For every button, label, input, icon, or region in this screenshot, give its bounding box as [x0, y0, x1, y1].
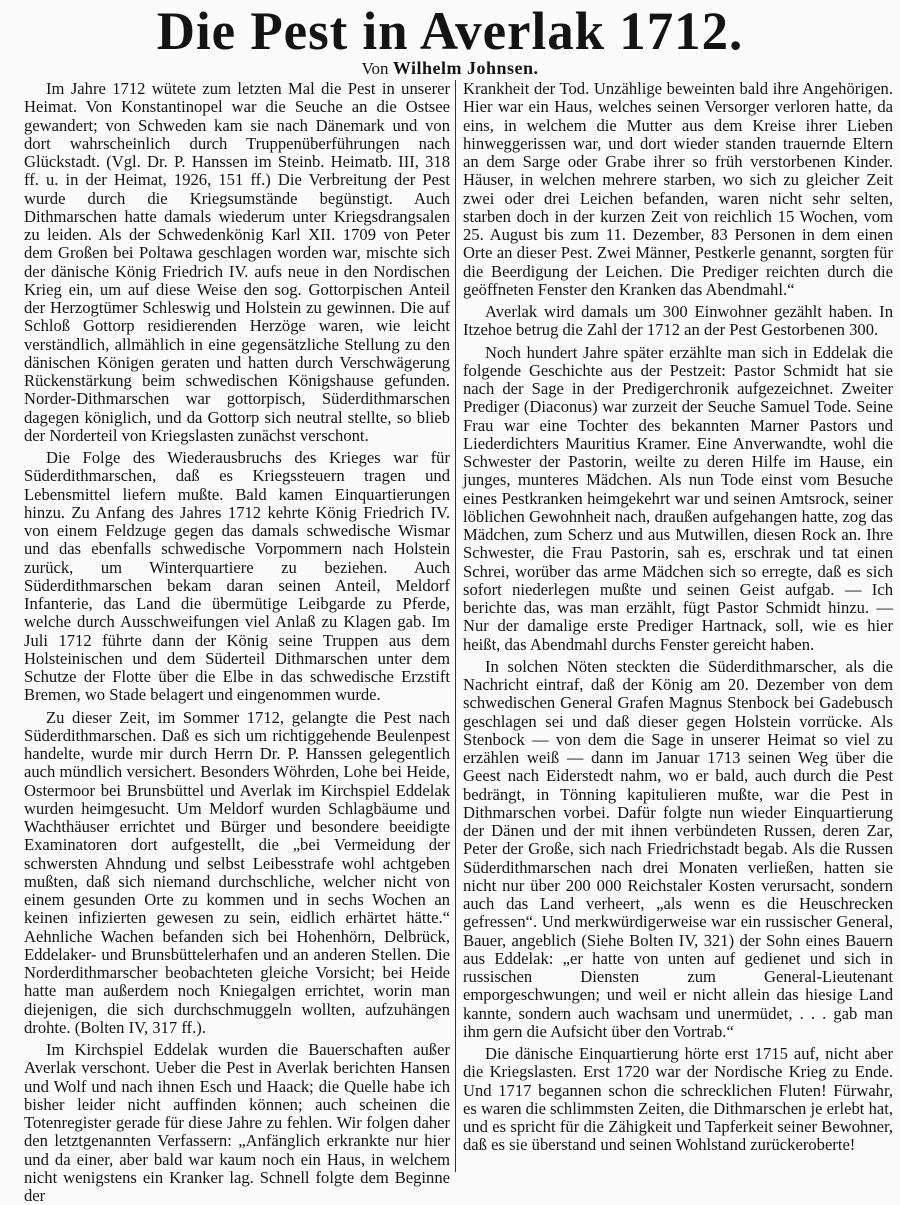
paragraph: In solchen Nöten steckten die Süderdithmarscher, als die Nachricht eintraf, daß der König am 20. Dezember von dem schwedischen General Grafen Magnus Stenbock bei Gadebusch geschlagen sei und daß dieser gegen Holstein vorrücke. Als Stenbock — von dem die Sage in unserer Heimat so viel zu erzählen weiß — dann im Januar 1713 seinen Weg über die Geest nach Eiderstedt nahm, wo er bald, auch durch die Pest bedrängt, in Tönning kapitulieren mußte, war die Pest in Dithmarschen vorbei. Dafür folgte nun wieder Einquartierung der Dänen und der mit ihnen verbündeten Russen, deren Zar, Peter der Große, sich nach Friedrichstadt begab. Als die Russen Süderdithmarschen nach drei Monaten verließen, hatten sie nicht nur über 200 000 Reichstaler Kosten verursacht, sondern auch das Land verheert, „als wenn es die Heuschrecken gefressen“. Und merkwürdigerweise war ein russischer General, Bauer, angeblich (Siehe Bolten IV, 321) der Sohn eines Bauern aus Eddelak: „er hatte von unten auf gedienet und sich in russischen Diensten zum General-Lieutenant emporgeschwungen; und weil er nicht allein das hiesige Land kannte, sondern auch wachsam und unermüdet, . . . gab man ihm gern die Aufsicht über den Vortrab.“: [463, 656, 893, 1041]
byline: [0, 58, 900, 79]
byline-prefix: Von: [361, 59, 389, 78]
article-title: Die Pest in Averlak 1712.: [156, 1, 744, 61]
paragraph: Die Folge des Wiederausbruchs des Krieges war für Süderdithmarschen, daß es Kriegssteuern tragen und Lebensmittel liefern mußte. Bald kamen Einquartierungen hinzu. Zu Anfang des Jahres 1712 kehrte König Friedrich IV. von einem Feldzuge gegen das damals schwedische Wismar und das ebenfalls schwedische Vorpommern nach Holstein zurück, um Winterquartiere zu beziehen. Auch Süderdithmarschen bekam daran seinen Anteil, Meldorf Infanterie, das Land die übermütige Leibgarde zu Pferde, welche durch Ausschweifungen viel Anlaß zu Klagen gab. Im Juli 1712 führte dann der König seine Truppen aus dem Holsteinischen und dem Süderteil Dithmarschen unter dem Schutze der Flotte über die Elbe in das schwedische Erzstift Bremen, wo Stade belagert und eingenommen wurde.: [24, 448, 450, 705]
author-name: Wilhelm Johnsen.: [392, 58, 539, 78]
paragraph: Noch hundert Jahre später erzählte man sich in Eddelak die folgende Geschichte aus der Pestzeit: Pastor Schmidt hat sie nach der Sage in der Predigerchronik aufgezeichnet. Zweiter Prediger (Diaconus) war zurzeit der Seuche Samuel Tode. Seine Frau war eine Tochter des bekannten Marner Pastors und Liederdichters Mauritius Kramer. Eine Anverwandte, wohl die Schwester der Pastorin, weilte zu deren Hilfe im Hause, ein junges, munteres Mädchen. Als nun Tode einst vom Besuche eines Pestkranken heimgekehrt war und seinen Amtsrock, seiner löblichen Gewohnheit nach, draußen aufgehangen hatte, zog das Mädchen, zum Scherz und aus Mutwillen, diesen Rock an. Ihre Schwester, die Frau Pastorin, sah es, erschrak und tat einen Schrei, worüber das arme Mädchen sich so erregte, daß es sich sofort niederlegen mußte und seinen Geist aufgab. — Ich berichte das, was man erzählt, fügt Pastor Schmidt hinzu. — Nur der damalige erste Prediger Hartnack, soll, wie es hier heißt, das Abendmahl durchs Fenster gereicht haben.: [463, 342, 893, 654]
paragraph: Die dänische Einquartierung hörte erst 1715 auf, nicht aber die Kriegslasten. Erst 1720 war der Nordische Krieg zu Ende. Und 1717 begannen schon die schrecklichen Fluten! Fürwahr, es waren die schlimmsten Zeiten, die Dithmarschen je erlebt hat, und es spricht für die Zähigkeit und Tapferkeit seiner Bewohner, daß es sie überstand und seinen Wohlstand zurückeroberte!: [463, 1044, 893, 1155]
paragraph: Im Kirchspiel Eddelak wurden die Bauerschaften außer Averlak verschont. Ueber die Pest in Averlak berichten Hansen und Wolf und nach ihnen Esch und Haack; die Quelle habe ich bisher leider nicht auffinden können; auch scheinen die Totenregister gerade für diese Jahre zu fehlen. Wir folgen daher den letztgenannten Verfassern: „Anfänglich erkrankte nur hier und da einer, aber bald war kaum noch ein Haus, in welchem nicht wenigstens ein Kranker lag. Schnell folgte dem Beginne der: [24, 1040, 450, 1205]
paragraph: Im Jahre 1712 wütete zum letzten Mal die Pest in unserer Heimat. Von Konstantinopel war die Seuche an die Ostsee gewandert; von Schweden kam sie nach Dänemark und von dort wahrscheinlich durch Truppenüberführungen nach Glückstadt. (Vgl. Dr. P. Hanssen im Steinb. Heimatb. III, 318 ff. u. in der Heimat, 1926, 151 ff.) Die Verbreitung der Pest wurde durch die Kriegsumstände begünstigt. Auch Dithmarschen hatte damals wiederum unter Kriegsdrangsalen zu leiden. Als der Schwedenkönig Karl XII. 1709 von Peter dem Großen bei Poltawa geschlagen worden war, mischte sich der dänische König Friedrich IV. aufs neue in den Nordischen Krieg ein, um auf diese Weise den sog. Gottorpischen Anteil der Herzogtümer Schleswig und Holstein zu gewinnen. Die auf Schloß Gottorp residierenden Herzöge waren, wie leicht verständlich, allmählich in eine gegensätzliche Stellung zu den dänischen Königen geraten und hatten durch Verschwägerung Rückenstärkung beim schwedischen Königshause gefunden. Norder-Dithmarschen war gottorpisch, Süderdithmarschen dagegen königlich, und da Gottorp sich neutral stellte, so blieb der Norderteil von Kriegslasten zunächst verschont.: [24, 79, 450, 445]
paragraph: Zu dieser Zeit, im Sommer 1712, gelangte die Pest nach Süderdithmarschen. Daß es sich um richtiggehende Beulenpest handelte, wurde mir durch Herrn Dr. P. Hanssen gelegentlich auch mündlich versichert. Besonders Wöhrden, Lohe bei Heide, Ostermoor bei Brunsbüttel und Averlak im Kirchspiel Eddelak wurden heimgesucht. Um Meldorf wurden Schlagbäume und Wachthäuser errichtet und Bürger und besondere beeidigte Examinatoren dort aufgestellt, die „bei Vermeidung der schwersten Ahndung und selbst Leibesstrafe wohl achtgeben mußten, daß sich niemand durchschliche, welcher nicht von einem gesunden Orte zu kommen und in sechs Wochen an keinen infizierten gewesen zu sein, eidlich erhärtet hätte.“ Aehnliche Wachen befanden sich bei Hohenhörn, Delbrück, Eddelaker- und Brunsbüttelerhafen und an anderen Stellen. Die Norderdithmarscher beobachteten gleiche Vorsicht; bei Heide hatte man außerdem noch Kniegalgen errichtet, worin man diejenigen, die sich durchschmuggeln wollten, aufzuhängen drohte. (Bolten IV, 317 ff.).: [24, 707, 450, 1037]
paragraph: Averlak wird damals um 300 Einwohner gezählt haben. In Itzehoe betrug die Zahl der 1712 an der Pest Gestorbenen 300.: [463, 302, 893, 340]
column-divider: [455, 80, 456, 1172]
right-column: [463, 80, 893, 1174]
left-column: [24, 79, 450, 1205]
paragraph-continued: Krankheit der Tod. Unzählige beweinten bald ihre Angehörigen. Hier war ein Haus, welches seinen Versorger verloren hatte, da eins, in welchem die Mutter aus dem Kreise ihrer Lieben hinweggerissen war, und dort wieder standen trauernde Eltern an dem Sarge oder Grabe ihrer so früh verstorbenen Kinder. Häuser, in welchen mehrere starben, wo sich zu gleicher Zeit zwei oder drei Leichen befanden, waren nicht sehr selten, starben doch in der kurzen Zeit von reichlich 15 Wochen, vom 25. August bis zum 11. Dezember, 83 Personen in dem einen Orte an dieser Pest. Zwei Männer, Pestkerle genannt, sorgten für die Beerdigung der Leichen. Die Prediger reichten durch die geöffneten Fenster den Kranken das Abendmahl.“: [463, 79, 893, 299]
